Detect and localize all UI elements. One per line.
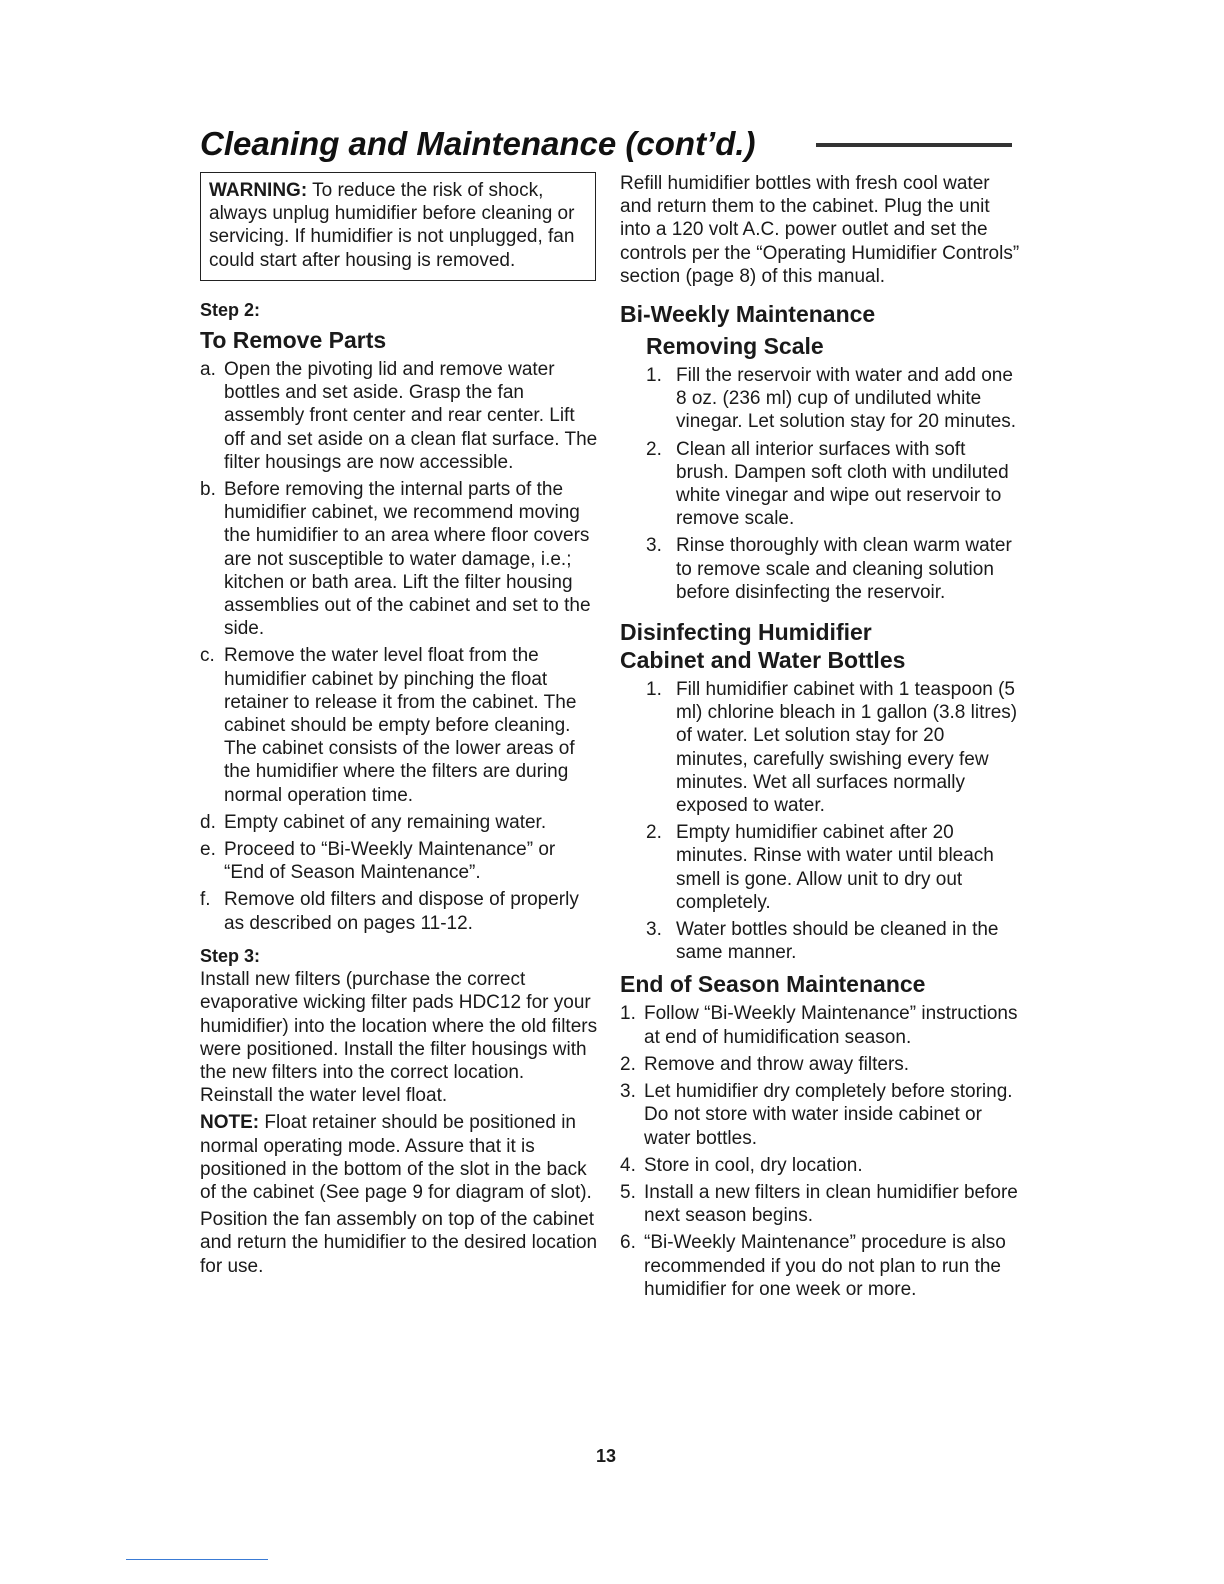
- list-marker: 2.: [646, 438, 662, 460]
- final-instruction: Position the fan assembly on top of the cabinet and return the humidifier to the desired location for use.: [200, 1209, 598, 1277]
- step-3-text: Install new filters (purchase the correct evaporative wicking filter pads HDC12 for your humidifier) into the location where the old filters were positioned. Install the filter housings with the new filters into the correct location. Reinstall the water level float.: [200, 969, 598, 1107]
- list-item: [200, 478, 600, 640]
- list-marker: f.: [200, 889, 211, 911]
- end-of-season-heading: End of Season Maintenance: [620, 971, 926, 998]
- list-marker: 1.: [646, 679, 662, 701]
- page-number: 13: [596, 1446, 617, 1466]
- list-marker: 1.: [646, 365, 662, 387]
- left-column: [200, 172, 600, 1282]
- list-item-text: Empty cabinet of any remaining water.: [224, 811, 547, 833]
- list-item-text: Water bottles should be cleaned in the same manner.: [676, 919, 999, 964]
- end-of-season-list: [620, 1002, 1020, 1300]
- list-marker: 3.: [620, 1081, 636, 1103]
- warning-box: [200, 172, 596, 281]
- bottom-rule: [126, 1559, 268, 1560]
- list-marker: e.: [200, 839, 216, 861]
- disinfecting-heading: [620, 618, 1020, 674]
- refill-text: Refill humidifier bottles with fresh cool water and return them to the cabinet. Plug the unit into a 120 volt A.C. power outlet and set the controls per the “Operating Humidifier Controls” section (page 8) of this manual.: [620, 173, 1020, 287]
- list-item: [200, 811, 600, 834]
- list-item: [200, 838, 600, 884]
- list-item-text: Fill the reservoir with water and add one 8 oz. (236 ml) cup of undiluted white vinegar. Let solution stay for 20 minutes.: [676, 365, 1017, 433]
- disinfecting-list: [620, 678, 1020, 964]
- removing-scale-heading: Removing Scale: [646, 333, 824, 360]
- list-item: [620, 534, 1020, 604]
- list-item: [620, 1080, 1020, 1150]
- list-marker: c.: [200, 645, 215, 667]
- warning-text: To reduce the risk of shock, always unplug humidifier before cleaning or servicing. If humidifier is not unplugged, fan could start after housing is removed.: [209, 180, 575, 271]
- list-item: [620, 918, 1020, 964]
- page-title: Cleaning and Maintenance (cont’d.): [200, 125, 756, 162]
- list-marker: 4.: [620, 1154, 636, 1176]
- remove-parts-list: [200, 358, 600, 935]
- list-item: [620, 821, 1020, 914]
- list-item-text: Before removing the internal parts of the humidifier cabinet, we recommend moving the humidifier to an area where floor covers are not susceptible to water damage, i.e.; kitchen or bath area. Lift the filter housing assemblies out of the cabinet and set to the side.: [224, 479, 591, 640]
- list-item-text: Install a new filters in clean humidifier before next season begins.: [644, 1181, 1018, 1227]
- list-marker: 6.: [620, 1232, 636, 1254]
- list-item: [620, 1002, 1020, 1048]
- list-item: [620, 1181, 1020, 1227]
- list-item: [200, 358, 600, 474]
- removing-scale-list: [620, 364, 1020, 604]
- note-text: Float retainer should be positioned in normal operating mode. Assure that it is positioned in the bottom of the slot in the back of the cabinet (See page 9 for diagram of slot).: [200, 1112, 592, 1203]
- list-item: [620, 364, 1020, 434]
- right-column: [620, 172, 1020, 1305]
- list-item-text: Clean all interior surfaces with soft brush. Dampen soft cloth with undiluted white vinegar and wipe out reservoir to remove scale.: [676, 438, 1009, 530]
- list-item-text: Fill humidifier cabinet with 1 teaspoon (5 ml) chlorine bleach in 1 gallon (3.8 litres) of water. Let solution stay for 20 minutes, carefully swishing every few minutes. Wet all surfaces normally exposed to water.: [676, 679, 1018, 817]
- list-marker: 3.: [646, 535, 662, 557]
- warning-label: WARNING:: [209, 180, 308, 201]
- biweekly-heading: Bi-Weekly Maintenance: [620, 301, 876, 328]
- list-item: [200, 644, 600, 806]
- list-item-text: Proceed to “Bi-Weekly Maintenance” or “End of Season Maintenance”.: [224, 839, 556, 884]
- list-item-text: Rinse thoroughly with clean warm water to remove scale and cleaning solution before disinfecting the reservoir.: [676, 535, 1012, 603]
- list-item-text: “Bi-Weekly Maintenance” procedure is also recommended if you do not plan to run the humidifier for one week or more.: [644, 1232, 1006, 1300]
- list-item: [200, 888, 600, 934]
- note-label: NOTE:: [200, 1112, 260, 1134]
- list-item: [620, 1053, 1020, 1076]
- list-marker: 1.: [620, 1003, 636, 1025]
- list-item: [620, 1231, 1020, 1301]
- page-header: [200, 122, 1020, 172]
- disinfecting-heading-line-2: Cabinet and Water Bottles: [620, 647, 906, 674]
- list-item: [620, 438, 1020, 531]
- list-marker: d.: [200, 811, 216, 833]
- list-item-text: Remove the water level float from the humidifier cabinet by pinching the float retainer to release it from the cabinet. The cabinet should be empty before cleaning. The cabinet consists of the lower areas of the humidifier where the filters are during normal operation time.: [224, 645, 577, 806]
- list-item-text: Remove and throw away filters.: [644, 1053, 910, 1075]
- note-paragraph: [200, 1111, 600, 1204]
- list-item-text: Remove old filters and dispose of properly as described on pages 11-12.: [224, 889, 579, 934]
- list-marker: 2.: [620, 1053, 636, 1075]
- step-3-label: Step 3:: [200, 945, 261, 966]
- list-item-text: Open the pivoting lid and remove water bottles and set aside. Grasp the fan assembly front center and rear center. Lift off and set aside on a clean flat surface. The filter housings are now accessible.: [224, 359, 598, 473]
- list-marker: 3.: [646, 919, 662, 941]
- list-item: [620, 678, 1020, 817]
- list-item-text: Follow “Bi-Weekly Maintenance” instructions at end of humidification season.: [644, 1003, 1018, 1048]
- list-item-text: Let humidifier dry completely before storing. Do not store with water inside cabinet or water bottles.: [644, 1081, 1013, 1149]
- list-marker: a.: [200, 359, 216, 381]
- list-item-text: Store in cool, dry location.: [644, 1154, 863, 1176]
- step-2-label: Step 2:: [200, 299, 261, 320]
- disinfecting-heading-line-1: Disinfecting Humidifier: [620, 619, 872, 646]
- list-marker: 5.: [620, 1181, 636, 1203]
- list-marker: 2.: [646, 822, 662, 844]
- list-item-text: Empty humidifier cabinet after 20 minutes. Rinse with water until bleach smell is gone. Allow unit to dry out completely.: [676, 822, 994, 913]
- list-item: [620, 1154, 1020, 1177]
- title-rule: [816, 143, 1012, 147]
- remove-parts-heading: To Remove Parts: [200, 327, 387, 354]
- list-marker: b.: [200, 479, 216, 501]
